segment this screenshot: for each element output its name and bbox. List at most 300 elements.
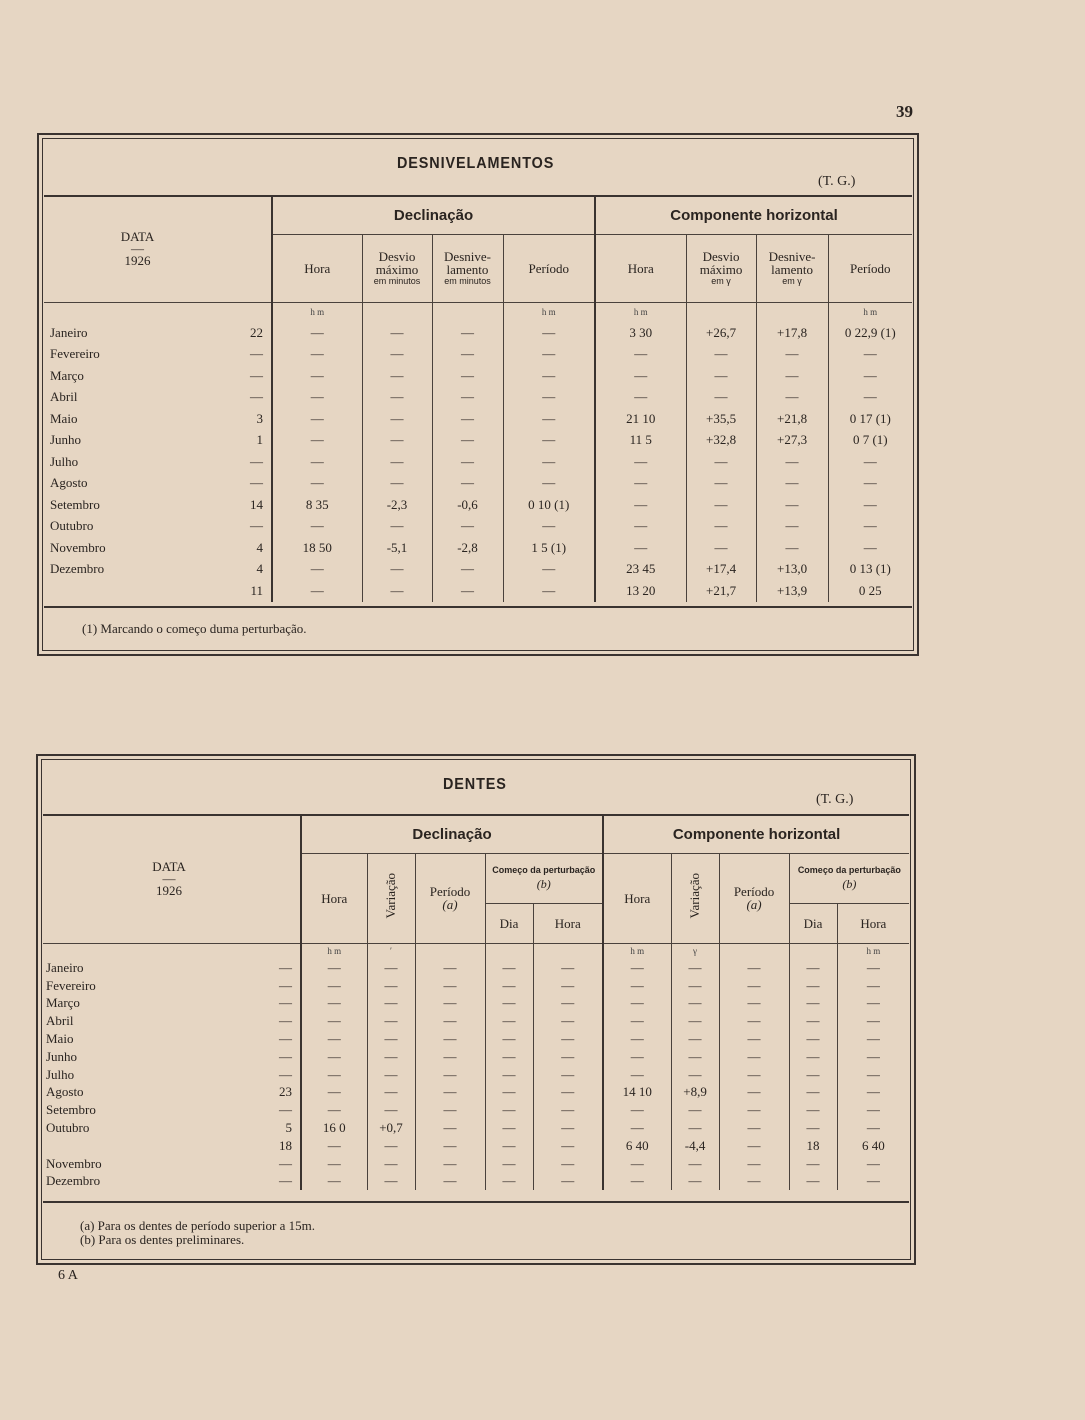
cell: — [686,344,756,366]
cell: — [432,580,503,602]
cell: — [415,959,485,977]
cell: — [362,559,432,581]
cell: — [432,473,503,495]
cell: — [789,1101,837,1119]
cell: — [362,365,432,387]
cell: — [603,959,671,977]
cell: — [533,1084,603,1102]
month-cell [43,977,301,995]
cell: — [503,430,595,452]
desnivelamentos-rule [44,606,912,608]
cell: 1 5 (1) [503,537,595,559]
cell: — [485,1084,533,1102]
month-cell [43,1012,301,1030]
cell: — [415,1173,485,1191]
cell: — [719,995,789,1013]
desnivelamentos-note: (1) Marcando o começo duma perturbação. [82,621,307,636]
cell: — [789,1048,837,1066]
cell: — [415,1155,485,1173]
cell: 0 17 (1) [828,408,912,430]
cell: — [367,977,415,995]
cell: -2,8 [432,537,503,559]
cell: +35,5 [686,408,756,430]
cell: — [533,1119,603,1137]
cell: — [671,1119,719,1137]
cell: — [415,1101,485,1119]
cell: — [301,1155,367,1173]
cell: — [837,977,909,995]
cell: — [756,344,828,366]
month-label: Outubro [50,518,94,534]
day-value: — [279,1102,292,1118]
day-value: 4 [256,561,263,577]
month-cell [44,408,272,430]
table-row [44,408,912,430]
dentes-componente-header: Componente horizontal [603,815,909,853]
cell: — [533,1030,603,1048]
table-row [43,1030,909,1048]
desvio-header-comp: Desvio máximo em γ [686,234,756,302]
cell: — [485,995,533,1013]
cell: — [789,1084,837,1102]
table-row [44,580,912,602]
table-row [44,451,912,473]
table-row [43,1119,909,1137]
cell: — [719,1066,789,1084]
day-value: — [250,518,263,534]
cell: -5,1 [362,537,432,559]
cell: — [367,959,415,977]
day-value: 23 [279,1084,292,1100]
cell: — [828,494,912,516]
cell: — [415,1137,485,1155]
cell: 14 10 [603,1084,671,1102]
cell: — [272,580,362,602]
dentes-hora2-header-comp: Hora [837,903,909,943]
cell: — [837,1048,909,1066]
day-value: — [279,1031,292,1047]
cell: — [485,1030,533,1048]
cell: — [503,387,595,409]
cell: — [367,995,415,1013]
cell: — [789,1012,837,1030]
table-row [44,344,912,366]
cell: 0 13 (1) [828,559,912,581]
cell: +17,8 [756,322,828,344]
cell: — [367,1012,415,1030]
dentes-declinacao-header: Declinação [301,815,603,853]
cell: 6 40 [603,1137,671,1155]
month-label: Março [50,367,84,383]
month-label: Abril [50,389,78,405]
cell: +21,8 [756,408,828,430]
cell: — [671,1012,719,1030]
cell: — [362,451,432,473]
cell: -0,6 [432,494,503,516]
cell: — [603,1101,671,1119]
cell: — [301,1048,367,1066]
cell: — [719,1119,789,1137]
cell: — [272,322,362,344]
dentes-variacao-header: Variação [367,853,415,943]
dentes-variacao-header-comp: Variação [671,853,719,943]
cell: — [789,1066,837,1084]
month-cell [44,322,272,344]
cell: — [415,1119,485,1137]
month-label: Novembro [46,1155,102,1171]
cell: — [671,1101,719,1119]
table-row [44,387,912,409]
cell: — [503,344,595,366]
cell: — [485,1066,533,1084]
cell: — [301,1012,367,1030]
cell: — [432,387,503,409]
month-cell [43,995,301,1013]
table-row [44,365,912,387]
cell: — [719,1048,789,1066]
cell: — [432,365,503,387]
cell: — [362,322,432,344]
dentes-periodo-header: Período (a) [415,853,485,943]
cell: — [301,959,367,977]
cell: — [367,1066,415,1084]
month-cell [43,1101,301,1119]
table-row [44,537,912,559]
month-label: Setembro [46,1102,96,1118]
cell: — [272,559,362,581]
month-label: Fevereiro [50,346,100,362]
cell: — [756,473,828,495]
cell: — [719,959,789,977]
cell: — [415,1066,485,1084]
table-row [43,977,909,995]
cell: — [828,473,912,495]
cell: — [671,1066,719,1084]
dentes-hora-header: Hora [301,853,367,943]
cell: — [301,1137,367,1155]
cell: — [503,580,595,602]
cell: — [367,1030,415,1048]
cell: — [595,494,686,516]
month-cell [44,430,272,452]
cell: — [272,451,362,473]
cell: — [533,995,603,1013]
cell: — [603,977,671,995]
cell: — [533,959,603,977]
cell: — [837,1173,909,1191]
cell: — [595,516,686,538]
cell: — [595,365,686,387]
cell: — [272,516,362,538]
day-value: 18 [279,1137,292,1153]
cell: — [362,344,432,366]
month-label: Julho [46,1066,75,1082]
cell: — [671,1048,719,1066]
dentes-dia-header-comp: Dia [789,903,837,943]
cell: 18 [789,1137,837,1155]
cell: -2,3 [362,494,432,516]
dentes-table [43,814,909,1190]
units-row: h m h m h m h m [44,302,912,322]
day-value: 4 [256,539,263,555]
cell: — [415,995,485,1013]
month-label: Dezembro [46,1173,101,1189]
cell: — [719,1173,789,1191]
cell: 0 22,9 (1) [828,322,912,344]
cell: — [415,1012,485,1030]
cell: — [533,1155,603,1173]
cell: +0,7 [367,1119,415,1137]
cell: — [789,1030,837,1048]
desnive-header-comp: Desnive-lamento em γ [756,234,828,302]
month-label: Dezembro [50,561,105,577]
periodo-header-comp: Período [828,234,912,302]
cell: — [686,365,756,387]
month-cell [44,537,272,559]
cell: — [603,1030,671,1048]
dentes-note-b: (b) Para os dentes preliminares. [80,1232,245,1247]
day-value: — [250,367,263,383]
month-label: Setembro [50,496,100,512]
month-label [43,1138,46,1153]
cell: — [367,1048,415,1066]
cell: — [828,516,912,538]
month-cell [44,387,272,409]
cell: — [837,1012,909,1030]
cell: +32,8 [686,430,756,452]
cell: — [595,537,686,559]
cell: — [719,1101,789,1119]
cell: +27,3 [756,430,828,452]
periodo-header: Período [503,234,595,302]
dentes-hora-header-comp: Hora [603,853,671,943]
desnive-header: Desnive-lamento em minutos [432,234,503,302]
cell: — [756,516,828,538]
table-row [43,1084,909,1102]
cell: — [719,1084,789,1102]
cell: — [415,1048,485,1066]
cell: — [432,516,503,538]
cell: 16 0 [301,1119,367,1137]
cell: — [367,1155,415,1173]
month-label: Junho [50,432,82,448]
cell: — [301,977,367,995]
month-label: Março [46,995,80,1011]
month-cell [43,1048,301,1066]
cell: — [367,1173,415,1191]
cell: — [719,1012,789,1030]
month-cell [43,1066,301,1084]
dentes-dia-header: Dia [485,903,533,943]
cell: — [272,365,362,387]
cell: — [533,977,603,995]
cell: — [595,451,686,473]
cell: — [756,365,828,387]
month-cell [44,494,272,516]
cell: — [503,473,595,495]
cell: — [272,408,362,430]
page-number: 39 [896,102,913,121]
cell: 8 35 [272,494,362,516]
month-label: Outubro [46,1120,90,1136]
table-row [43,1066,909,1084]
month-cell [43,1030,301,1048]
cell: — [503,408,595,430]
cell: — [367,1084,415,1102]
cell: — [533,1066,603,1084]
cell: — [671,995,719,1013]
day-value: — [279,1066,292,1082]
cell: — [671,959,719,977]
month-label: Agosto [50,475,88,491]
cell: — [603,1119,671,1137]
cell: 23 45 [595,559,686,581]
month-label: Janeiro [50,324,88,340]
day-value: — [279,995,292,1011]
cell: — [485,1119,533,1137]
cell: — [756,494,828,516]
cell: — [789,977,837,995]
cell: — [837,1084,909,1102]
cell: — [485,1048,533,1066]
dentes-periodo-header-comp: Período (a) [719,853,789,943]
table-row [44,494,912,516]
cell: — [756,451,828,473]
month-cell [43,1137,301,1155]
day-value: 22 [250,324,263,340]
day-value: 1 [256,432,263,448]
cell: — [828,451,912,473]
month-cell [44,473,272,495]
cell: — [595,473,686,495]
day-value: — [279,1048,292,1064]
table-row [44,516,912,538]
cell: — [362,580,432,602]
day-value: — [279,959,292,975]
table-row [43,1101,909,1119]
cell: — [837,959,909,977]
cell: — [533,1012,603,1030]
declinacao-header: Declinação [272,196,595,234]
cell: -4,4 [671,1137,719,1155]
cell: — [301,1101,367,1119]
cell: — [828,344,912,366]
table-row [43,1012,909,1030]
cell: 13 20 [595,580,686,602]
cell: — [367,1137,415,1155]
month-cell [44,559,272,581]
day-value: — [250,389,263,405]
month-label: Julho [50,453,79,469]
cell: — [432,559,503,581]
month-label: Abril [46,1013,74,1029]
cell: — [432,344,503,366]
cell: — [603,1155,671,1173]
cell: — [719,1137,789,1155]
month-label: Janeiro [46,959,84,975]
cell: — [503,516,595,538]
cell: — [595,387,686,409]
cell: — [671,977,719,995]
desvio-header: Desvio máximo em minutos [362,234,432,302]
month-cell [44,516,272,538]
cell: 0 7 (1) [828,430,912,452]
cell: 0 10 (1) [503,494,595,516]
cell: — [432,430,503,452]
cell: — [432,451,503,473]
cell: — [272,473,362,495]
cell: — [719,1155,789,1173]
cell: +13,0 [756,559,828,581]
cell: — [272,387,362,409]
cell: — [367,1101,415,1119]
day-value: 5 [285,1120,292,1136]
desnivelamentos-tg: (T. G.) [818,174,856,189]
month-cell [43,1084,301,1102]
cell: 21 10 [595,408,686,430]
day-value: — [250,453,263,469]
hora-header: Hora [272,234,362,302]
cell: — [686,387,756,409]
cell: 3 30 [595,322,686,344]
month-cell [43,1119,301,1137]
desnivelamentos-title: DESNIVELAMENTOS [397,155,555,172]
table-row [43,1155,909,1173]
cell: — [686,451,756,473]
cell: — [789,959,837,977]
day-value: — [279,1155,292,1171]
month-cell [44,580,272,602]
dentes-title: DENTES [443,776,507,793]
cell: — [789,1155,837,1173]
month-cell [43,1155,301,1173]
table-row [43,995,909,1013]
day-value: 3 [256,410,263,426]
cell: — [603,1048,671,1066]
day-value: — [279,1013,292,1029]
cell: — [789,1173,837,1191]
month-label [44,583,50,598]
cell: — [686,516,756,538]
cell: — [503,559,595,581]
cell: — [485,1101,533,1119]
month-cell [43,959,301,977]
cell: — [415,977,485,995]
cell: 6 40 [837,1137,909,1155]
month-label: Fevereiro [46,977,96,993]
cell: — [533,1137,603,1155]
cell: — [301,1084,367,1102]
cell: — [837,1030,909,1048]
table-row [43,1137,909,1155]
dentes-hora2-header: Hora [533,903,603,943]
cell: — [837,1119,909,1137]
cell: — [485,959,533,977]
cell: — [837,1155,909,1173]
cell: — [603,1066,671,1084]
day-value: 11 [250,582,263,598]
dentes-comeco-header-comp: Começo da perturbação (b) [789,853,909,903]
cell: — [756,387,828,409]
cell: — [503,365,595,387]
cell: +8,9 [671,1084,719,1102]
month-label: Agosto [46,1084,84,1100]
table-row [43,1048,909,1066]
dentes-rule [43,1201,909,1203]
cell: — [485,977,533,995]
cell: — [301,1066,367,1084]
cell: — [485,1173,533,1191]
